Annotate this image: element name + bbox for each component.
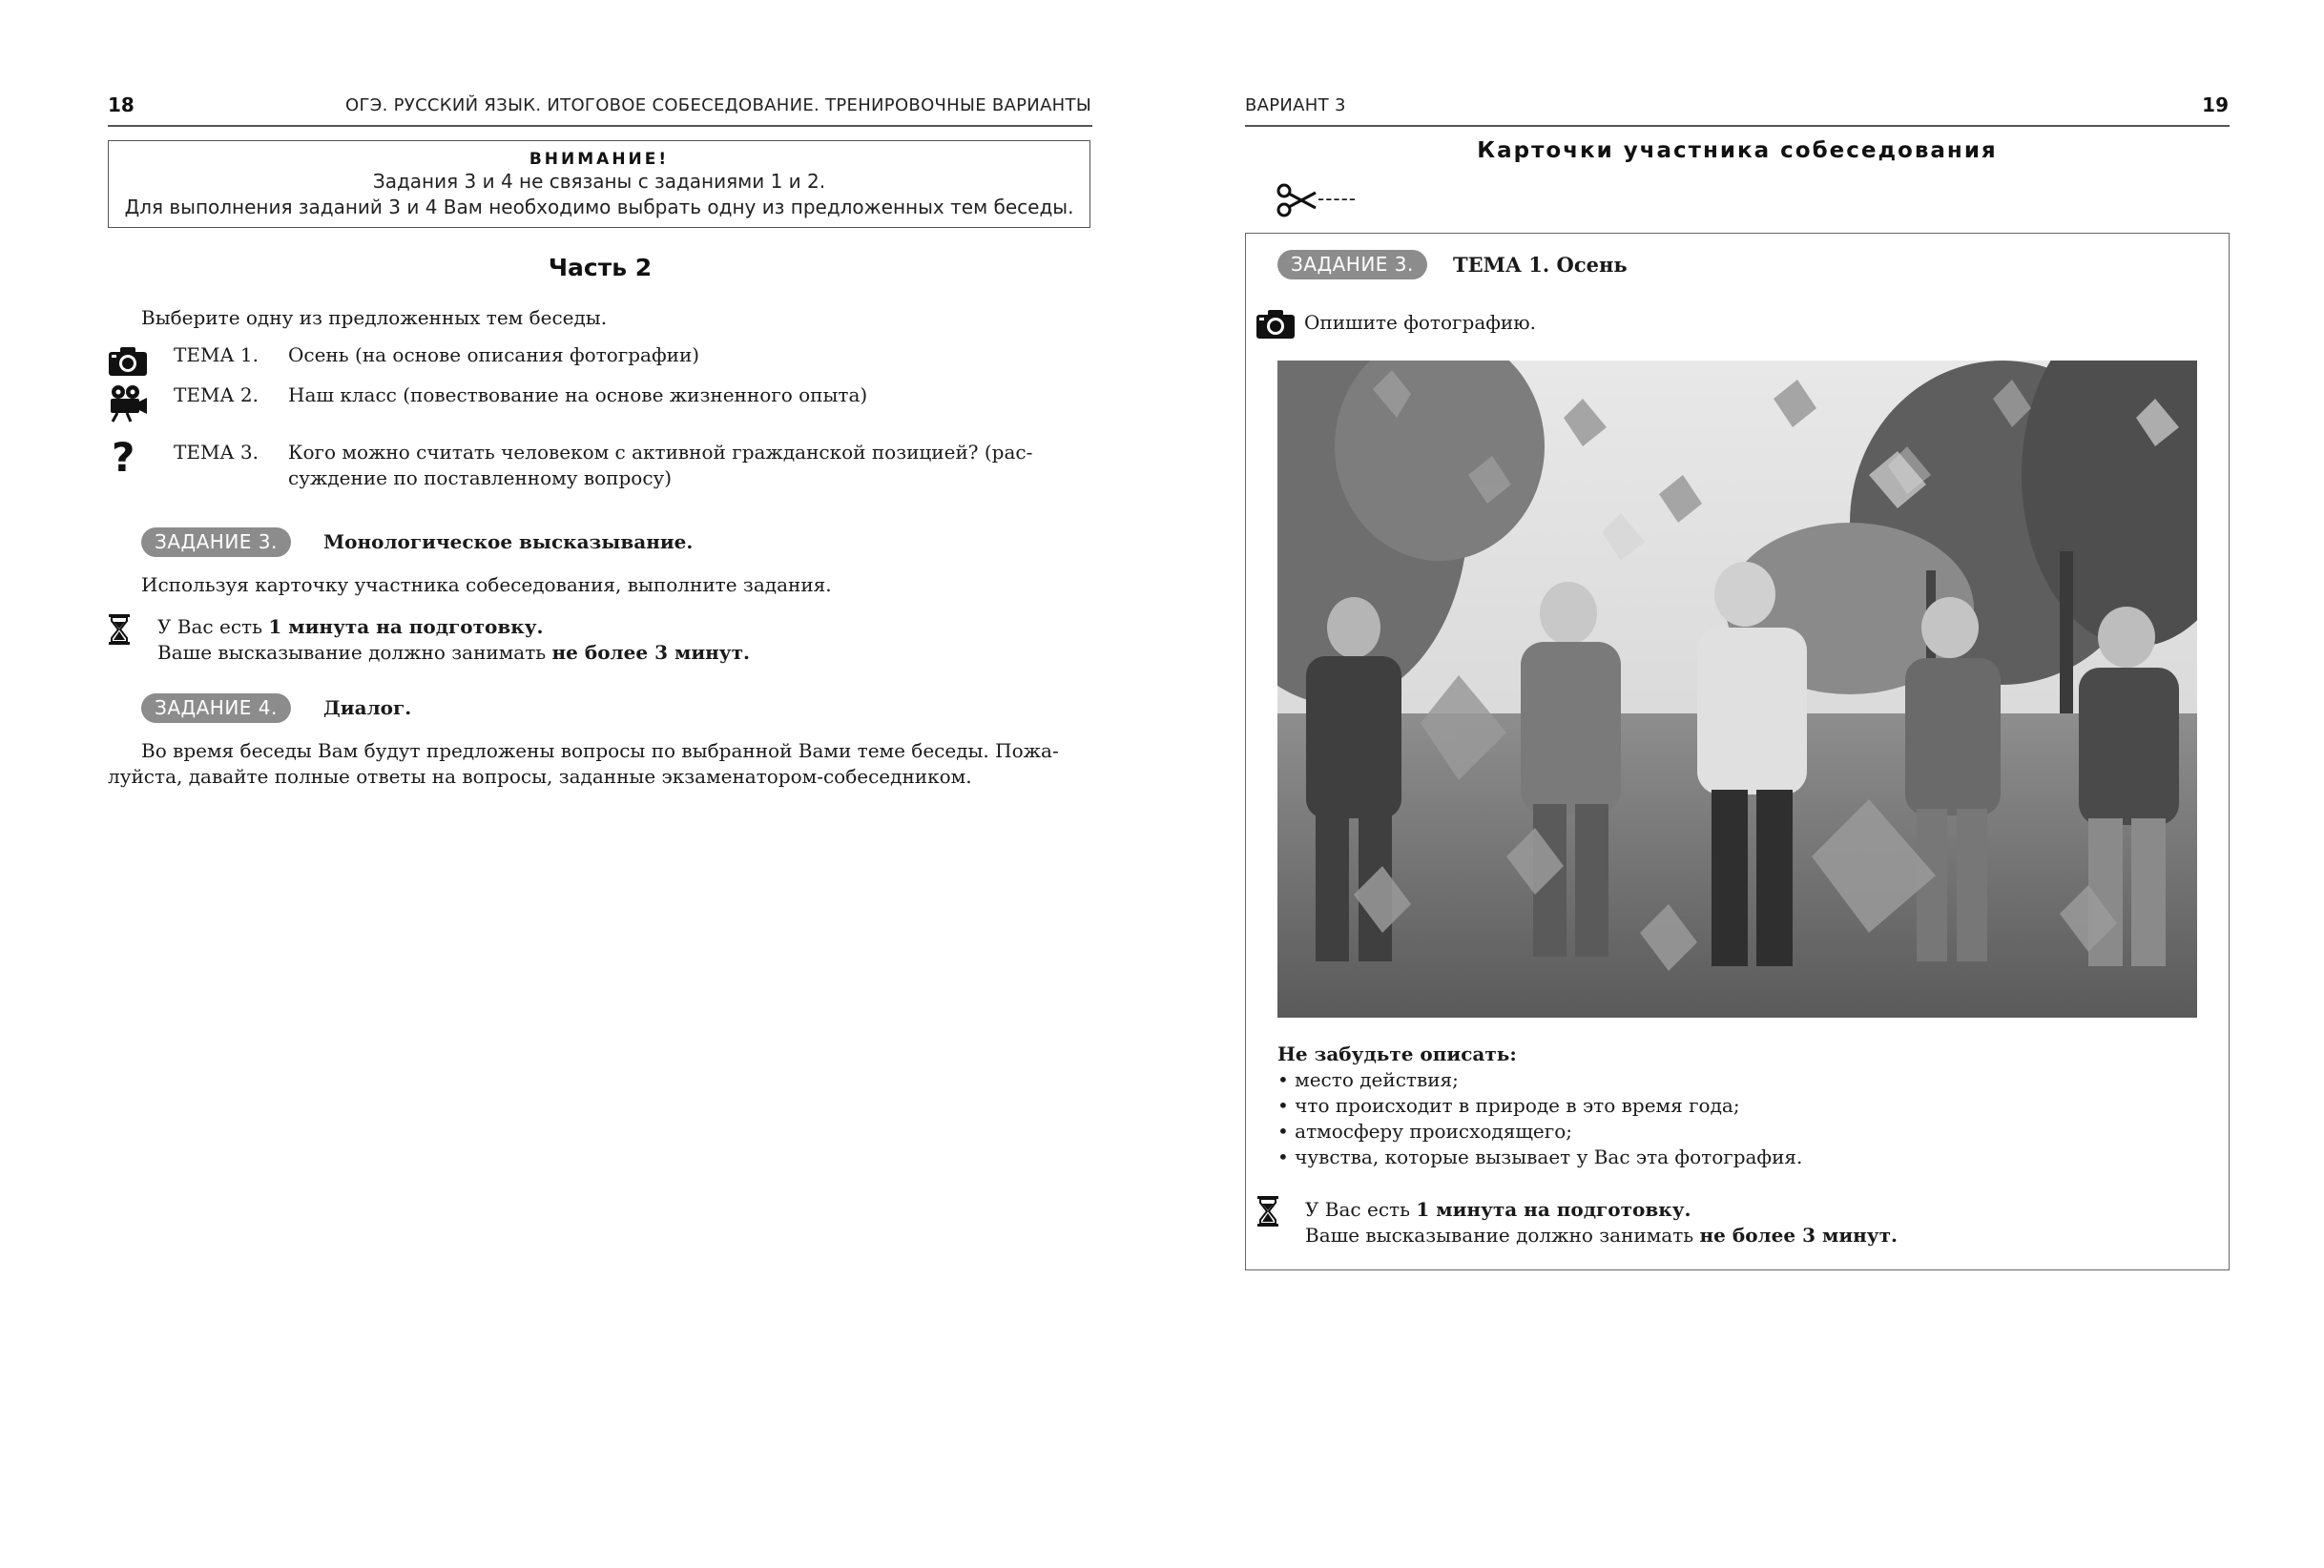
task-4-badge: ЗАДАНИЕ 4. — [141, 693, 291, 723]
header-rule — [108, 125, 1092, 127]
prep-prefix: У Вас есть — [157, 615, 269, 638]
task-3-title: Монологическое высказывание. — [323, 530, 694, 553]
part-title: Часть 2 — [548, 254, 653, 281]
task-3-prep — [157, 615, 544, 638]
topics-intro: Выберите одну из предложенных тем беседы. — [141, 306, 608, 329]
scissors-icon — [1276, 183, 1317, 217]
topic-title: ТЕМА 1. Осень — [1453, 253, 1628, 277]
topic-1-text: Осень (на основе описания фотографии) — [288, 343, 700, 366]
prep-time — [1305, 1198, 1691, 1221]
bullet-item: • чувства, которые вызывает у Вас эта фотография. — [1277, 1145, 1803, 1168]
bullet-text: атмосферу происходящего; — [1295, 1120, 1573, 1143]
bullet-item: • место действия; — [1277, 1068, 1459, 1091]
describe-instruction: Опишите фотографию. — [1304, 311, 1536, 334]
limit-bold: не более 3 минут. — [551, 641, 750, 664]
attention-line-2: Для выполнения заданий 3 и 4 Вам необходимо выбрать одну из предложенных тем беседы. — [124, 196, 1074, 218]
running-head: ОГЭ. РУССКИЙ ЯЗЫК. ИТОГОВОЕ СОБЕСЕДОВАНИЕ. ТРЕНИРОВОЧНЫЕ ВАРИАНТЫ — [344, 95, 1091, 115]
running-head: ВАРИАНТ 3 — [1245, 95, 1346, 115]
bullet-text: чувства, которые вызывает у Вас эта фотография. — [1295, 1145, 1803, 1168]
task-3-instruction: Используя карточку участника собеседования, выполните задания. — [141, 573, 832, 596]
header-rule — [1245, 125, 2230, 127]
limit-prefix: Ваше высказывание должно занимать — [1305, 1224, 1700, 1247]
bullet-text: что происходит в природе в это время года; — [1295, 1094, 1740, 1117]
page-number: 18 — [108, 93, 135, 116]
task-4-line-2: луйста, давайте полные ответы на вопросы, заданные экзаменатором-собеседником. — [108, 765, 972, 788]
camera-icon — [1255, 309, 1296, 340]
topic-2-text: Наш класс (повествование на основе жизненного опыта) — [288, 383, 868, 406]
page-number: 19 — [2202, 93, 2229, 116]
topic-3-text-line-2: суждение по поставленному вопросу) — [288, 466, 673, 489]
prep-bold: 1 минута на подготовку. — [268, 615, 544, 638]
children-throwing-leaves-image — [1277, 361, 2197, 1018]
camera-icon — [108, 346, 148, 377]
topic-1-label: ТЕМА 1. — [174, 343, 259, 366]
topic-2-label: ТЕМА 2. — [174, 383, 259, 406]
bullet-text: место действия; — [1295, 1068, 1459, 1091]
question-icon: ? — [112, 434, 135, 481]
autumn-photo — [1277, 361, 2197, 1018]
task-4-title: Диалог. — [323, 696, 412, 719]
hourglass-icon — [108, 613, 131, 646]
task-3-badge: ЗАДАНИЕ 3. — [141, 527, 291, 557]
task-3-badge: ЗАДАНИЕ 3. — [1277, 250, 1427, 279]
topic-3-text-line-1: Кого можно считать человеком с активной гражданской позицией? (рас- — [288, 441, 1033, 464]
movie-camera-icon — [108, 384, 148, 423]
card-title: Карточки участника собеседования — [1477, 138, 1998, 163]
limit-bold: не более 3 минут. — [1699, 1224, 1898, 1247]
topic-3-label: ТЕМА 3. — [174, 441, 259, 464]
attention-title: ВНИМАНИЕ! — [529, 150, 670, 169]
cut-line: ----- — [1318, 187, 1358, 210]
bullet-item: • что происходит в природе в это время года; — [1277, 1094, 1740, 1117]
hourglass-icon — [1256, 1195, 1279, 1228]
task-4-line-1: Во время беседы Вам будут предложены вопросы по выбранной Вами теме беседы. Пожа- — [141, 739, 1059, 762]
prep-prefix: У Вас есть — [1305, 1198, 1417, 1221]
time-limit — [1305, 1224, 1898, 1247]
attention-line-1: Задания 3 и 4 не связаны с заданиями 1 и 2. — [372, 170, 826, 193]
bullet-item: • атмосферу происходящего; — [1277, 1120, 1573, 1143]
prep-bold: 1 минута на подготовку. — [1416, 1198, 1691, 1221]
attention-box — [108, 140, 1090, 228]
limit-prefix: Ваше высказывание должно занимать — [157, 641, 552, 664]
task-3-limit — [157, 641, 750, 664]
remember-title: Не забудьте описать: — [1277, 1042, 1517, 1065]
